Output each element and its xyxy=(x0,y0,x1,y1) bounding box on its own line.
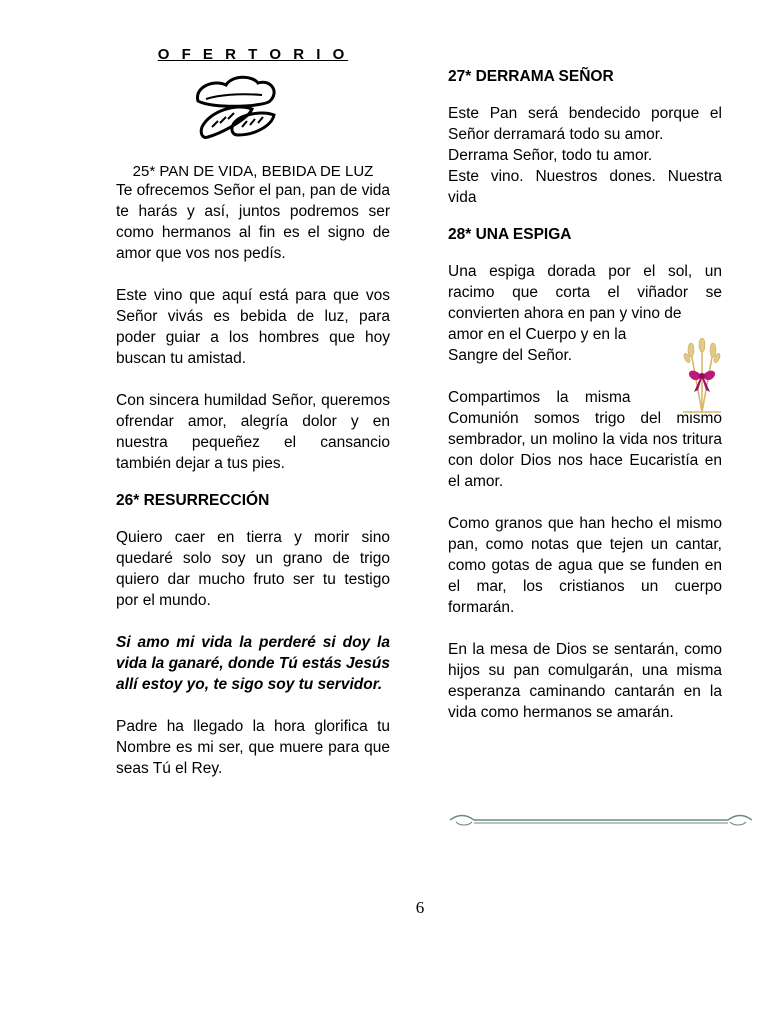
song-25-paragraph-2: Este vino que aquí está para que vos Señor vivás es bebida de luz, para poder guiar a los hombres que hoy buscan tu amistad. xyxy=(116,287,390,367)
song-25-title: 25* PAN DE VIDA, BEBIDA DE LUZ xyxy=(132,163,374,180)
song-25-paragraph-3: Con sincera humildad Señor, queremos ofrendar amor, alegría dolor y en nuestra pequeñez el cansancio también dejar a tus pies. xyxy=(116,392,390,472)
bread-illustration xyxy=(116,73,390,149)
section-title: O F E R T O R I O xyxy=(157,46,349,63)
song-28-paragraph-4: En la mesa de Dios se sentarán, como hijos su pan comulgarán, una misma esperanza caminando cantarán en la vida como hermanos se amarán. xyxy=(448,641,722,721)
song-28-paragraph-3: Como granos que han hecho el mismo pan, como notas que tejen un cantar, como gotas de agua que se funden en el mar, los cristianos un cuerpo formarán. xyxy=(448,515,722,616)
song-27-title: 27* DERRAMA SEÑOR xyxy=(448,68,614,85)
bread-loaves-icon xyxy=(192,73,278,149)
left-column xyxy=(116,46,390,779)
song-27-line-2: Derrama Señor, todo tu amor. xyxy=(448,147,653,164)
song-28-paragraph-2a: Compartimos la misma xyxy=(448,389,631,406)
song-27-line-1: Este Pan será bendecido porque el Señor derramará todo su amor. xyxy=(448,105,722,143)
song-25-paragraph-1: Te ofrecemos Señor el pan, pan de vida te harás y así, juntos podremos ser como hermanos al fin es el signo de amor que vos nos pedís. xyxy=(116,182,391,262)
song-28-title: 28* UNA ESPIGA xyxy=(448,226,572,243)
song-28-paragraph-2b: Comunión somos trigo del mismo sembrador, un molino la vida nos tritura con dolor Dios nos hace Eucaristía en el amor. xyxy=(448,410,722,490)
song-28-paragraph-1c: Sangre del Señor. xyxy=(448,347,573,364)
ornamental-divider xyxy=(448,810,754,830)
song-28-paragraph-1b: amor en el Cuerpo y en la xyxy=(448,326,627,343)
song-26-paragraph-1: Quiero caer en tierra y morir sino quedaré solo soy un grano de trigo quiero dar mucho fruto ser tu testigo por el mundo. xyxy=(116,529,390,609)
song-26-paragraph-2: Si amo mi vida la perderé si doy la vida la ganaré, donde Tú estás Jesús allí estoy yo, te sigo soy tu servidor. xyxy=(116,634,390,693)
song-26-title: 26* RESURRECCIÓN xyxy=(116,492,270,509)
song-26-paragraph-3: Padre ha llegado la hora glorifica tu Nombre es mi ser, que muere para que seas Tú el Rey. xyxy=(116,718,390,777)
page-number: 6 xyxy=(415,898,425,917)
wheat-bundle-icon xyxy=(677,338,727,414)
song-28-paragraph-1a: Una espiga dorada por el sol, un racimo que corta el viñador se convierten ahora en pan y vino de xyxy=(448,263,722,322)
song-27-line-3: Este vino. Nuestros dones. Nuestra vida xyxy=(448,168,722,206)
